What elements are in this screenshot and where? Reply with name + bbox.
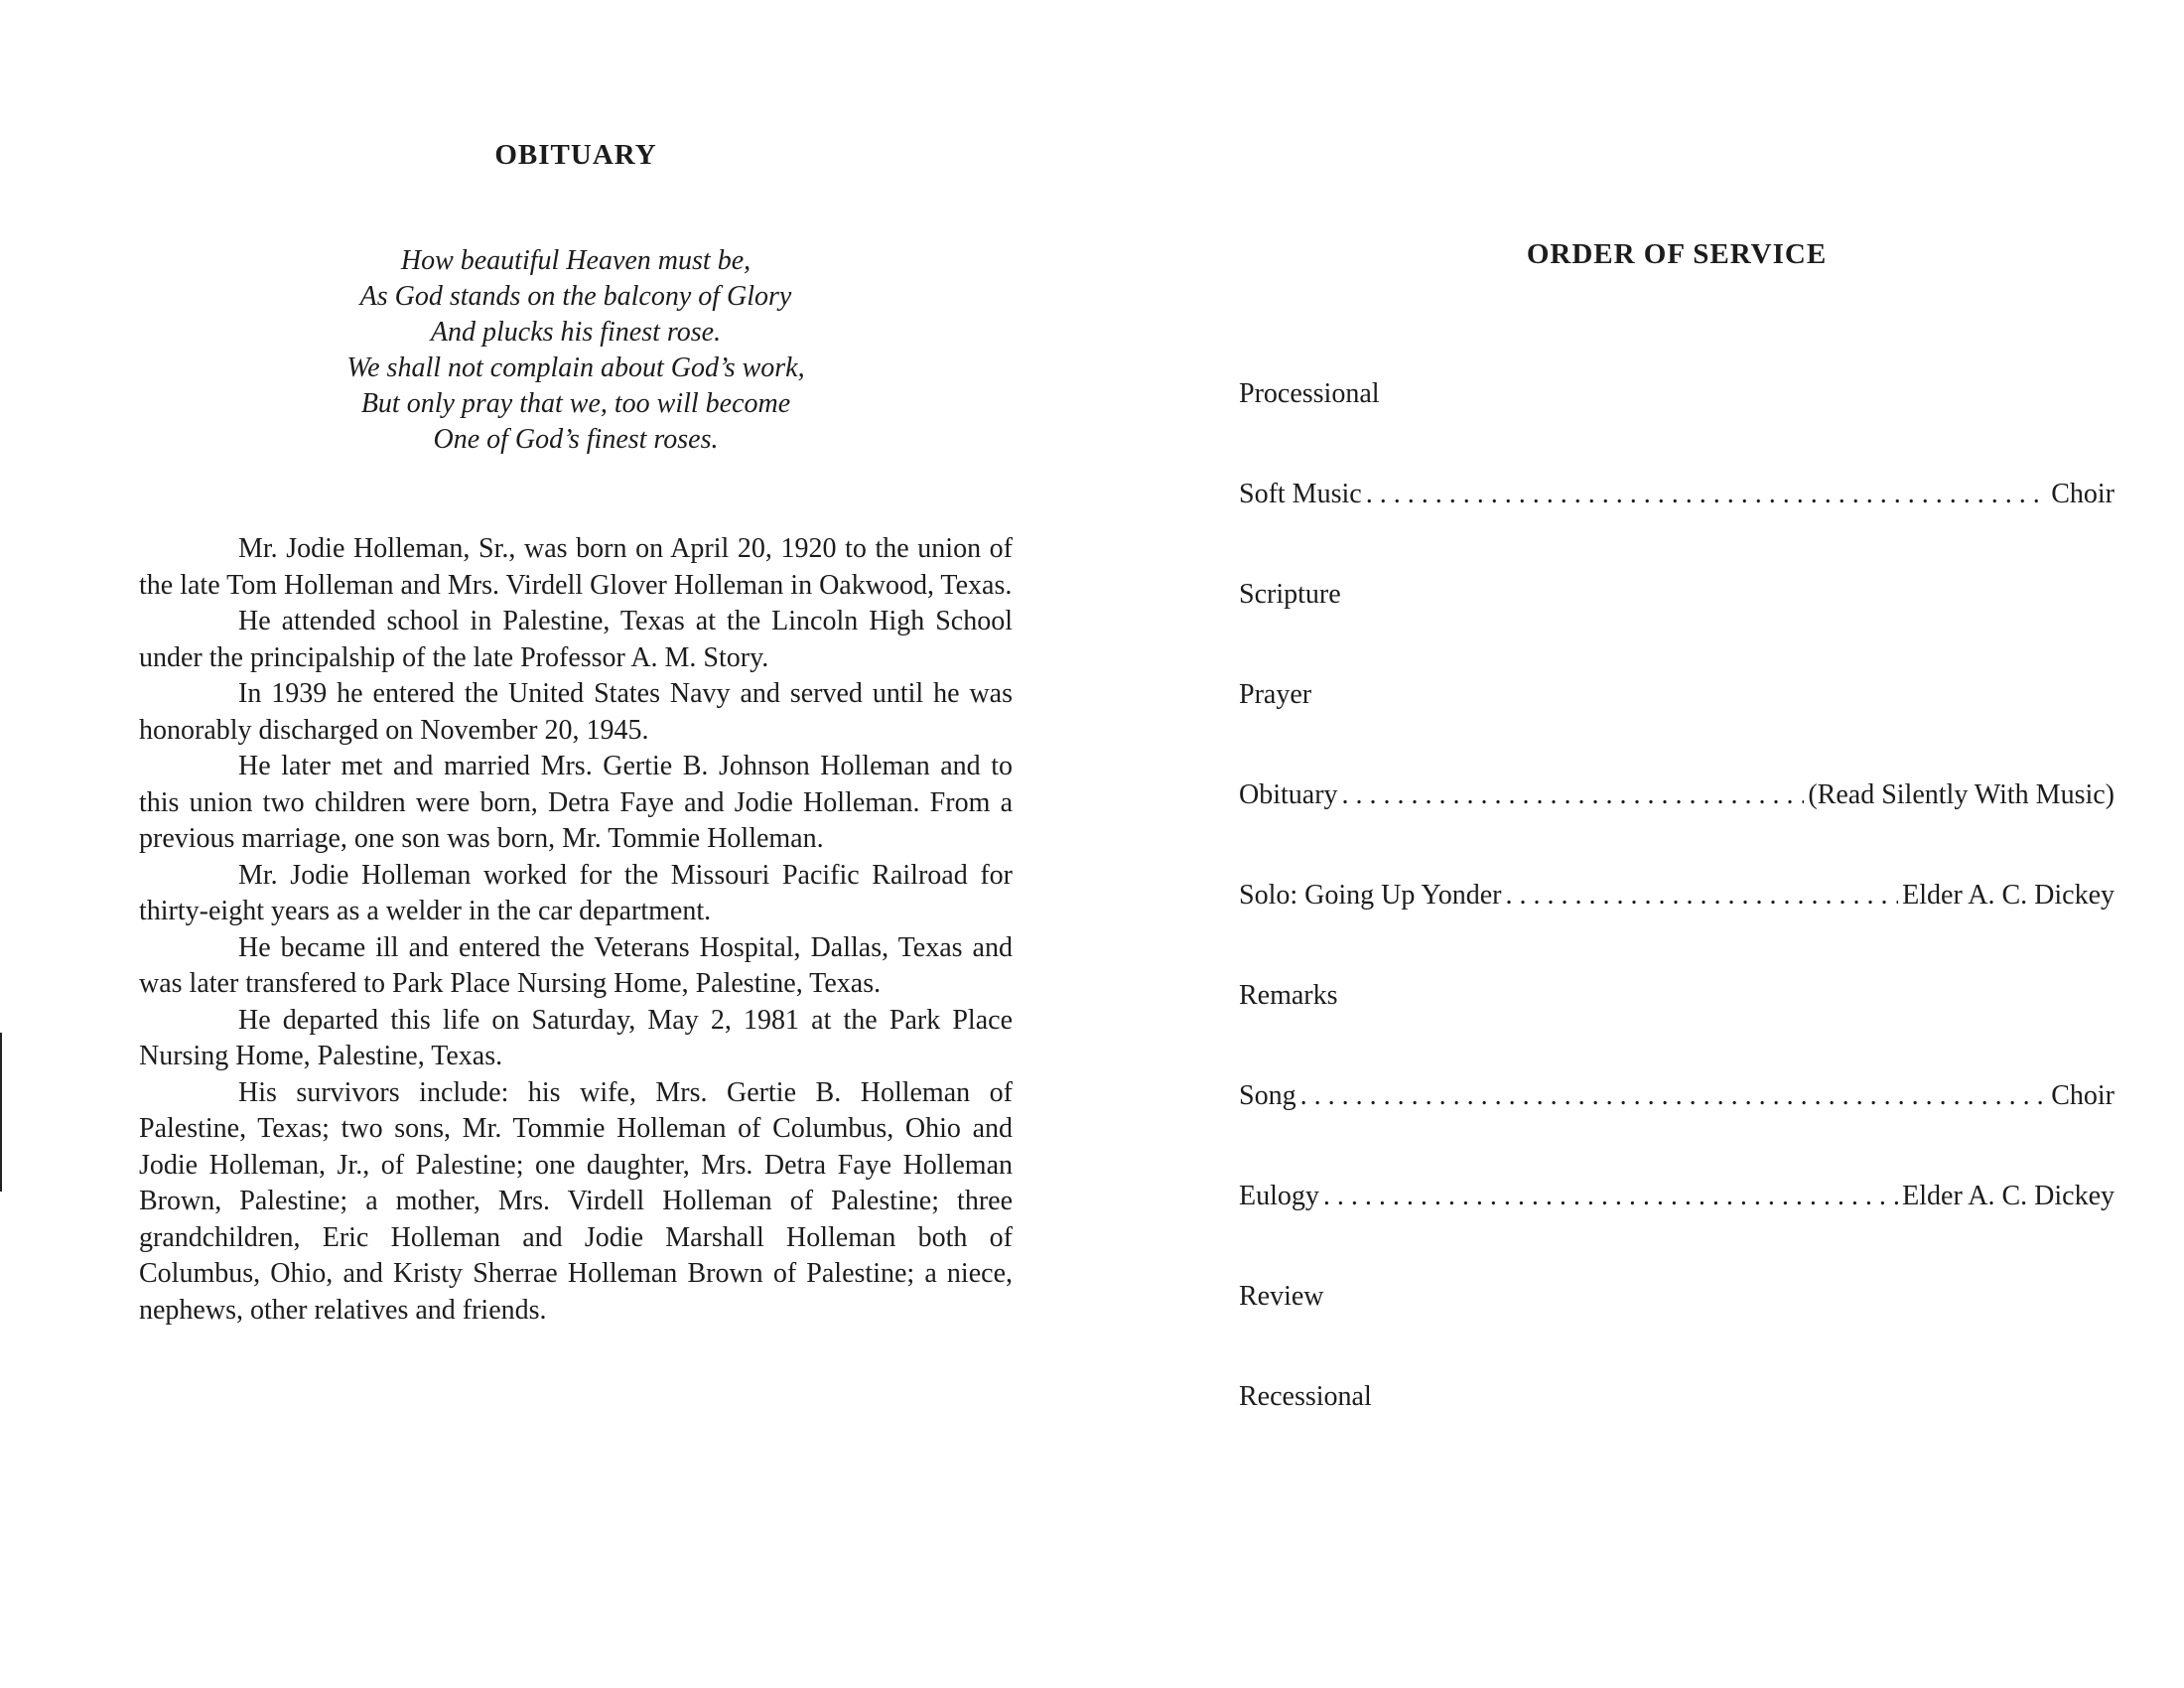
service-item-name: Review (1239, 1281, 1324, 1312)
poem (139, 243, 1013, 458)
bio-paragraph-illness: He became ill and entered the Veterans Hospital, Dallas, Texas and was later transfered to Park Place Nursing Home, Palestine, Texas. (139, 931, 1013, 999)
service-item-detail: (Read Silently With Music) (1808, 779, 2115, 810)
service-item-name: Soft Music (1239, 479, 1362, 509)
service-item-detail: Elder A. C. Dickey (1902, 1181, 2115, 1211)
poem-line: As God stands on the balcony of Glory (359, 281, 792, 312)
service-list (1239, 378, 2115, 1481)
service-item-name: Song (1239, 1080, 1297, 1111)
service-item-name: Remarks (1239, 980, 1338, 1011)
service-item-solo (1239, 880, 2115, 980)
service-item-review (1239, 1281, 2115, 1381)
service-item-name: Prayer (1239, 679, 1312, 710)
service-item-detail: Elder A. C. Dickey (1902, 880, 2115, 911)
service-item-name: Scripture (1239, 579, 1341, 610)
poem-line: We shall not complain about God’s work, (346, 352, 805, 383)
service-item-eulogy (1239, 1181, 2115, 1281)
service-item-processional (1239, 378, 2115, 479)
service-item-name: Eulogy (1239, 1181, 1319, 1211)
bio-paragraph-work: Mr. Jodie Holleman worked for the Missouri Pacific Railroad for thirty-eight years as a welder in the car department. (139, 859, 1013, 926)
service-item-scripture (1239, 579, 2115, 679)
poem-line: One of God’s finest roses. (433, 424, 719, 455)
service-item-remarks (1239, 980, 2115, 1080)
dot-leader (1300, 1080, 2048, 1112)
dot-leader (1505, 880, 1898, 912)
biography (139, 531, 1013, 1329)
dot-leader (1342, 779, 1805, 811)
dot-leader (1366, 479, 2048, 510)
order-of-service-page (1239, 238, 2115, 1509)
service-item-name: Solo: Going Up Yonder (1239, 880, 1502, 911)
service-item-obituary (1239, 779, 2115, 880)
bio-paragraph-birth: Mr. Jodie Holleman, Sr., was born on April 20, 1920 to the union of the late Tom Holleman and Mrs. Virdell Glover Holleman in Oakwood, Texas. (139, 533, 1013, 601)
service-item-prayer (1239, 679, 2115, 779)
service-item-name: Recessional (1239, 1381, 1372, 1412)
dot-leader (1323, 1181, 1898, 1212)
order-of-service-title: ORDER OF SERVICE (1526, 238, 1828, 270)
service-item-detail: Choir (2051, 479, 2115, 509)
bio-paragraph-marriage: He later met and married Mrs. Gertie B. Johnson Holleman and to this union two children were born, Detra Faye and Jodie Holleman. From a previous marriage, one son was born, Mr. Tommie Holleman. (139, 751, 1013, 854)
obituary-title: OBITUARY (494, 139, 657, 171)
poem-line: How beautiful Heaven must be, (400, 245, 751, 276)
service-item-soft-music (1239, 479, 2115, 579)
bio-paragraph-school: He attended school in Palestine, Texas at the Lincoln High School under the principalship of the late Professor A. M. Story. (139, 606, 1013, 673)
service-item-recessional (1239, 1381, 2115, 1481)
bio-paragraph-navy: In 1939 he entered the United States Navy and served until he was honorably discharged on November 20, 1945. (139, 678, 1013, 746)
service-item-name: Obituary (1239, 779, 1338, 810)
bio-paragraph-survivors: His survivors include: his wife, Mrs. Gertie B. Holleman of Palestine, Texas; two sons, Mr. Tommie Holleman of Columbus, Ohio and Jodie Holleman, Jr., of Palestine; one daughter, Mrs. Detra Faye Holleman Brown, Palestine; a mother, Mrs. Virdell Holleman of Palestine; three grandchildren, Eric Holleman and Jodie Marshall Holleman both of Columbus, Ohio, and Kristy Sherrae Holleman Brown of Palestine; a niece, nephews, other relatives and friends. (139, 1076, 1013, 1326)
poem-line: And plucks his finest rose. (430, 317, 722, 348)
bio-paragraph-death: He departed this life on Saturday, May 2, 1981 at the Park Place Nursing Home, Palestine, Texas. (139, 1004, 1013, 1071)
scan-margin-line (0, 1033, 2, 1192)
service-item-detail: Choir (2051, 1080, 2115, 1111)
service-item-name: Processional (1239, 378, 1380, 409)
poem-line: But only pray that we, too will become (360, 388, 791, 419)
obituary-page (139, 139, 1013, 1329)
service-item-song (1239, 1080, 2115, 1181)
